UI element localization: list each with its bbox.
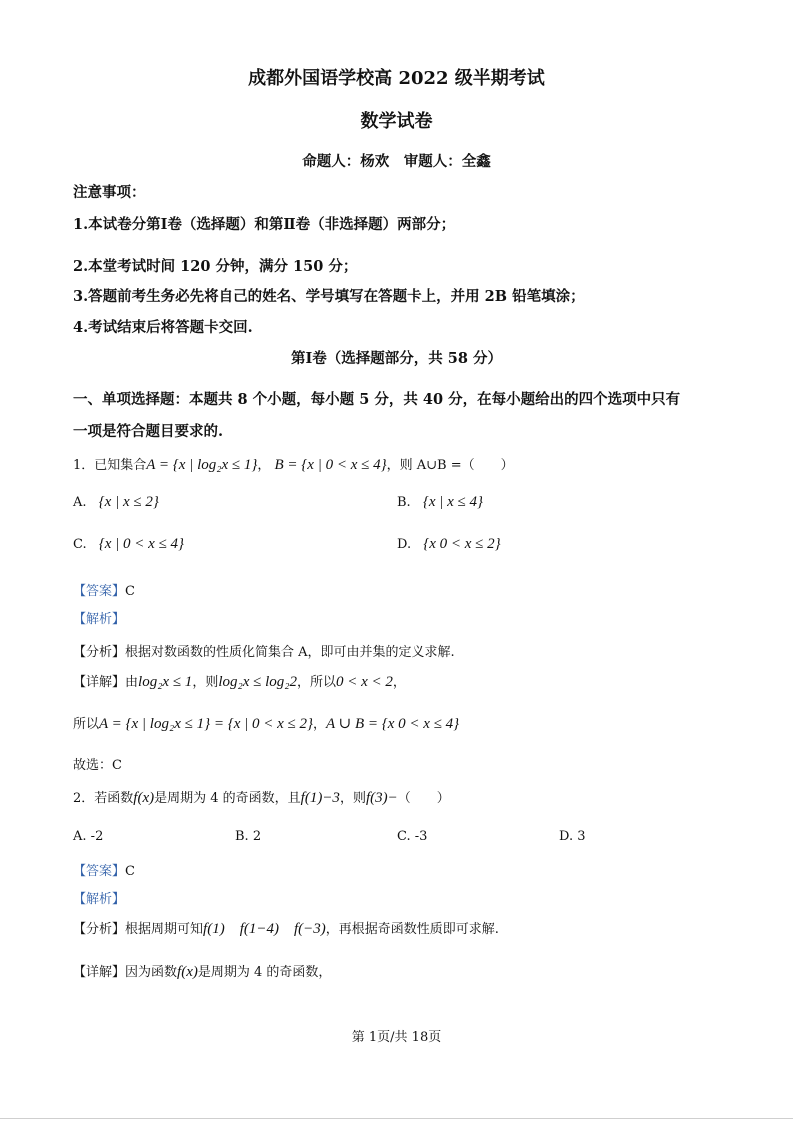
q1-option-c-text: {x | 0 < x ≤ 4}: [98, 536, 185, 552]
q2-option-b: [235, 829, 261, 844]
q1-detail-tag: 【详解】: [73, 675, 126, 690]
q2-option-c-letter: C.: [397, 829, 411, 844]
q1-answer: [73, 580, 135, 599]
q1-fenxi: [73, 641, 455, 660]
q1-detail-math3: 0 < x < 2: [336, 674, 393, 690]
q2-analysis-tag: 【解析】: [73, 892, 126, 907]
q2-math-f: f(x): [133, 790, 155, 806]
exam-title: 成都外国语学校高 2022 级半期考试: [248, 68, 545, 89]
q2-answer-value: C: [125, 864, 135, 879]
q1-detail-line2: [73, 713, 459, 733]
q1-option-d: [397, 536, 501, 553]
q2-option-a: [73, 829, 103, 844]
q2-answer-tag: 【答案】: [73, 864, 126, 879]
q1-option-b: [397, 494, 483, 511]
q1-answer-tag: 【答案】: [73, 584, 126, 599]
q1-option-a: [73, 494, 159, 511]
q1-option-c: [73, 536, 184, 553]
q1-line2-math2: A ∪ B = {x 0 < x ≤ 4}: [326, 716, 460, 732]
subject-title: 数学试卷: [360, 111, 433, 132]
q1-detail-math2: log₂x ≤ log₂2: [218, 674, 297, 690]
section-instruction-line2: 一项是符合题目要求的.: [73, 423, 224, 440]
q2-fenxi-post: ，再根据奇函数性质即可求解.: [325, 922, 499, 937]
note-item-2: 2.本堂考试时间 120 分钟，满分 150 分；: [73, 258, 358, 275]
q1-option-d-letter: D.: [397, 537, 412, 552]
q1-stem: 1．已知集合A = {x | log₂x ≤ 1}， B = {x | 0 < x ≤ 4}，则 A∪B =（ ）: [73, 457, 514, 473]
q1-line2-pre: 所以: [73, 717, 100, 732]
notes-heading: 注意事项：: [73, 184, 146, 201]
section-instruction-line1: 一、单项选择题：本题共 8 个小题，每小题 5 分，共 40 分，在每小题给出的四个选项中只有: [73, 391, 681, 408]
q2-fenxi-pre: 根据周期可知: [125, 922, 204, 937]
q2-option-d-text: 3: [577, 829, 586, 844]
q1-detail-mid: ，则: [192, 675, 219, 690]
q1-detail-end: ，: [392, 675, 406, 690]
q1-line2-mid: ，: [313, 717, 327, 732]
q1-analysis-tag: 【解析】: [73, 612, 126, 627]
q2-mid2: ，则: [339, 791, 366, 806]
q2-detail-post: 是周期为 4 的奇函数，: [197, 965, 332, 980]
q1-set-a: A = {x | log₂x ≤ 1}: [146, 457, 258, 473]
page-number: 第 1页/共 18页: [351, 1030, 442, 1045]
q2-tail: （ ）: [397, 791, 450, 806]
q2-mid: 是周期为 4 的奇函数，且: [154, 791, 301, 806]
q2-option-c-text: -3: [414, 829, 428, 844]
q2-fenxi: [73, 917, 499, 938]
part1-title: 第Ⅰ卷（选择题部分，共 58 分）: [290, 350, 503, 367]
q2-fenxi-math: f(1) f(1−4) f(−3): [203, 921, 326, 937]
q1-option-c-letter: C.: [73, 537, 87, 552]
q2-answer: [73, 860, 135, 879]
q1-option-b-text: {x | x ≤ 4}: [422, 494, 483, 510]
q1-detail-mid2: ，所以: [296, 675, 336, 690]
authors-line: 命题人：杨欢 审题人：全鑫: [302, 153, 491, 170]
q1-fenxi-tag: 【分析】: [73, 645, 126, 660]
q2-option-b-text: 2: [252, 829, 262, 844]
q1-option-a-text: {x | x ≤ 2}: [98, 494, 159, 510]
q2-stem: [73, 787, 450, 807]
page-bottom-divider: [0, 1118, 793, 1119]
q1-option-a-letter: A.: [73, 495, 87, 510]
q2-fenxi-tag: 【分析】: [73, 922, 126, 937]
q2-detail: [73, 961, 331, 981]
note-item-4: 4.考试结束后将答题卡交回.: [73, 319, 253, 336]
q1-detail-math1: log₂x ≤ 1: [138, 674, 193, 690]
note-item-1: 1.本试卷分第Ⅰ卷（选择题）和第Ⅱ卷（非选择题）两部分；: [73, 216, 456, 233]
q2-detail-tag: 【详解】: [73, 965, 126, 980]
note-item-3: 3.答题前考生务必先将自己的姓名、学号填写在答题卡上，并用 2B 铅笔填涂；: [73, 288, 585, 305]
q2-option-d-letter: D.: [559, 829, 574, 844]
q2-option-a-letter: A.: [73, 829, 87, 844]
q2-detail-pre: 因为函数: [125, 965, 178, 980]
q2-detail-math: f(x): [177, 964, 198, 980]
q1-choose: 故选：C: [73, 758, 122, 773]
q1-detail-line1: [73, 671, 406, 691]
q2-math-f3: f(3)−: [365, 790, 398, 806]
q1-option-b-letter: B.: [397, 495, 411, 510]
q1-stem-tail: ，则 A∪B =（ ）: [386, 458, 514, 473]
q2-math-f1: f(1)−3: [300, 790, 340, 806]
q2-option-c: [397, 829, 427, 844]
q1-fenxi-text: 根据对数函数的性质化简集合 A，即可由并集的定义求解.: [125, 645, 455, 660]
q2-prefix: 2．若函数: [73, 791, 134, 806]
q1-answer-value: C: [125, 584, 135, 599]
q1-detail-pre: 由: [125, 675, 139, 690]
q2-option-a-text: -2: [90, 829, 104, 844]
q1-line2-math1: A = {x | log₂x ≤ 1} = {x | 0 < x ≤ 2}: [99, 716, 313, 732]
q1-set-b: B = {x | 0 < x ≤ 4}: [274, 457, 387, 473]
q1-option-d-text: {x 0 < x ≤ 2}: [423, 536, 501, 552]
q1-prefix: 1．已知集合: [73, 458, 147, 473]
q2-option-b-letter: B.: [235, 829, 249, 844]
q2-option-d: [559, 829, 586, 844]
